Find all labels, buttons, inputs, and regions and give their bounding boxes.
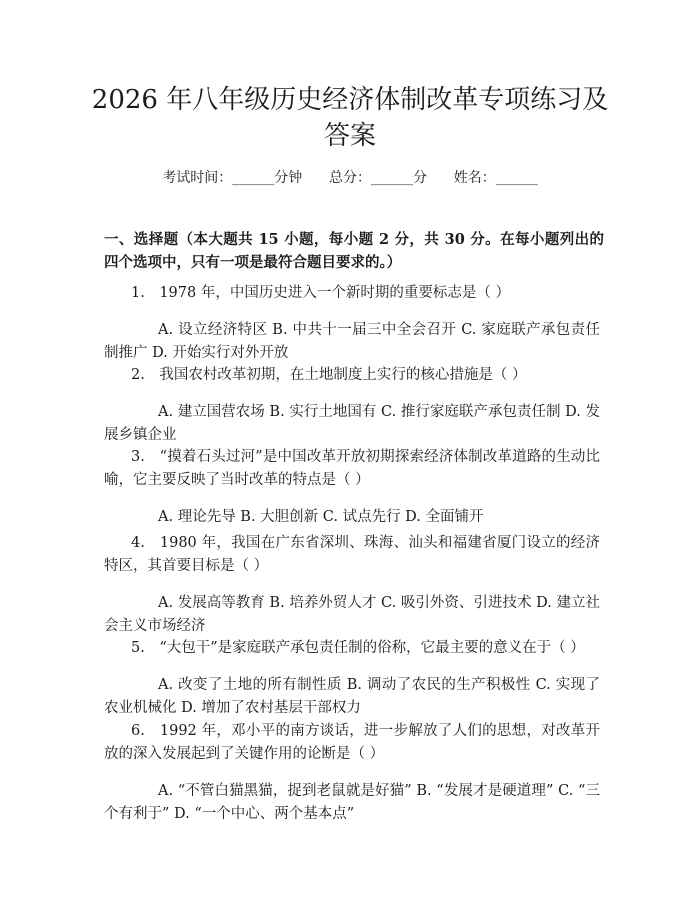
question-5 <box>104 637 600 720</box>
question-1 <box>104 282 600 365</box>
question-options: A. 发展高等教育 B. 培养外贸人才 C. 吸引外资、引进技术 D. 建立社会主义市场经济 <box>104 595 600 634</box>
question-options: A. “不管白猫黑猫，捉到老鼠就是好猫” B. “发展才是硬道理” C. “三个有利于” D. “一个中心、两个基本点” <box>104 783 600 822</box>
question-2 <box>104 364 600 447</box>
question-options: A. 改变了土地的所有制性质 B. 调动了农民的生产积极性 C. 实现了农业机械化 D. 增加了农村基层干部权力 <box>104 677 600 716</box>
section-heading: 一、选择题（本大题共 15 小题，每小题 2 分，共 30 分。在每小题列出的四个选项中，只有一项是最符合题目要求的。） <box>104 231 604 271</box>
question-options: A. 设立经济特区 B. 中共十一届三中全会召开 C. 家庭联产承包责任制推广 D. 开始实行对外开放 <box>104 322 600 361</box>
question-stem: 3. “摸着石头过河”是中国改革开放初期探索经济体制改革道路的生动比喻，它主要反映了当时改革的特点是（ ） <box>104 449 600 488</box>
exam-info-line: 考试时间：______分钟 总分：______分 姓名：______ <box>162 170 538 186</box>
question-stem: 1. 1978 年，中国历史进入一个新时期的重要标志是（ ） <box>131 285 510 301</box>
question-options: A. 建立国营农场 B. 实行土地国有 C. 推行家庭联产承包责任制 D. 发展乡镇企业 <box>104 404 600 443</box>
question-4 <box>104 532 600 638</box>
question-stem: 4. 1980 年，我国在广东省深圳、珠海、汕头和福建省厦门设立的经济特区，其首要目标是（ ） <box>104 535 600 574</box>
question-options: A. 理论先导 B. 大胆创新 C. 试点先行 D. 全面铺开 <box>158 509 484 525</box>
page-title-line-1: 2026 年八年级历史经济体制改革专项练习及 <box>91 85 609 115</box>
question-stem: 6. 1992 年，邓小平的南方谈话，进一步解放了人们的思想，对改革开放的深入发展起到了关键作用的论断是（ ） <box>104 723 600 762</box>
page-title-line-2: 答案 <box>323 121 376 151</box>
question-6 <box>104 720 600 826</box>
question-3 <box>104 446 600 529</box>
question-stem: 5. “大包干”是家庭联产承包责任制的俗称，它最主要的意义在于（ ） <box>131 640 585 656</box>
page-title <box>90 82 610 154</box>
question-stem: 2. 我国农村改革初期，在土地制度上实行的核心措施是（ ） <box>131 367 527 383</box>
